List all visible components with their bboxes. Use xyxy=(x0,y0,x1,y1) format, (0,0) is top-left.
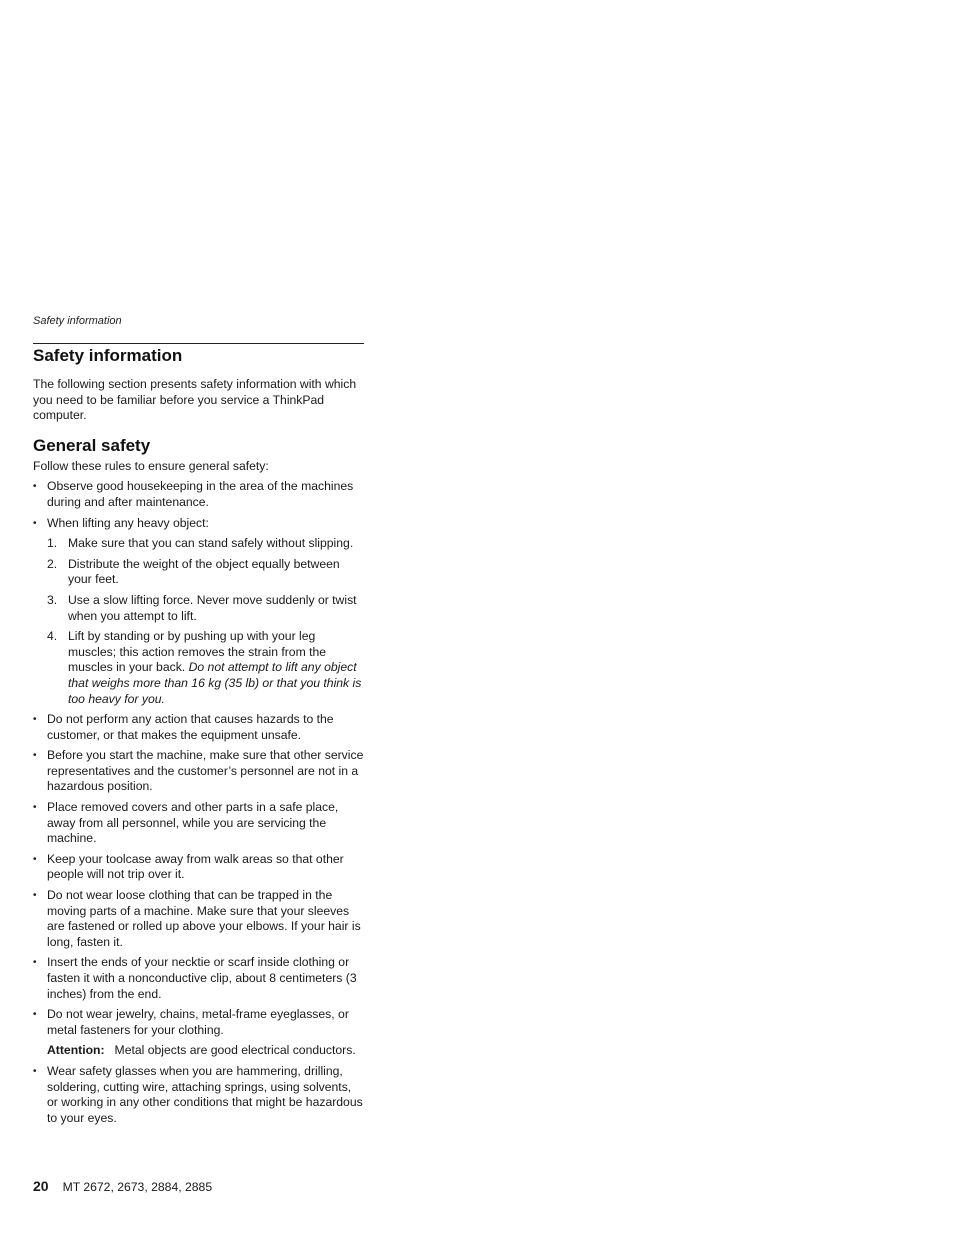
step-text: Make sure that you can stand safely without slipping. xyxy=(68,536,354,551)
step-warning-emphasis: Do not attempt to lift any object that weighs more than 16 kg (35 lb) or that you think is too heavy for you. xyxy=(68,660,362,706)
list-item xyxy=(33,516,364,708)
safety-rules-list xyxy=(33,479,364,1126)
section-title: Safety information xyxy=(33,346,183,365)
list-item xyxy=(33,888,364,950)
step-item xyxy=(47,557,364,588)
step-text: Lift by standing or by pushing up with your leg muscles; this action removes the strain from the muscles in your back. xyxy=(68,629,327,675)
lifting-steps-list xyxy=(47,536,364,707)
step-number: 3. xyxy=(47,592,58,607)
list-item xyxy=(33,955,364,1002)
list-item-text: Wear safety glasses when you are hammering, drilling, soldering, cutting wire, attaching springs, using solvents, or working in any other conditions that might be hazardous to your eyes. xyxy=(47,1063,363,1125)
list-item xyxy=(33,712,364,743)
intro-paragraph: The following section presents safety information with which you need to be familiar before you service a ThinkPad computer. xyxy=(33,377,357,423)
step-text: Distribute the weight of the object equally between your feet. xyxy=(68,556,340,587)
list-item xyxy=(33,1064,364,1126)
attention-label: Attention: xyxy=(47,1043,105,1058)
step-item xyxy=(47,593,364,624)
header-rule xyxy=(33,343,364,344)
list-item-text: Before you start the machine, make sure that other service representatives and the customer’s personnel are not in a hazardous position. xyxy=(47,748,364,794)
list-item-text: Do not wear jewelry, chains, metal-frame eyeglasses, or metal fasteners for your clothing. xyxy=(47,1007,349,1037)
step-number: 2. xyxy=(47,556,58,571)
list-item xyxy=(33,1007,364,1059)
attention-note xyxy=(47,1043,364,1059)
main-content xyxy=(33,346,364,1131)
list-item-text: Insert the ends of your necktie or scarf inside clothing or fasten it with a nonconductive clip, about 8 centimeters (3 inches) from the end. xyxy=(47,955,357,1001)
list-item xyxy=(33,800,364,847)
attention-text: Metal objects are good electrical conductors. xyxy=(114,1043,356,1058)
list-item-text: When lifting any heavy object: xyxy=(47,515,209,530)
step-text: Use a slow lifting force. Never move suddenly or twist when you attempt to lift. xyxy=(68,592,357,623)
list-item-text: Do not perform any action that causes hazards to the customer, or that makes the equipment unsafe. xyxy=(47,712,334,742)
list-item xyxy=(33,479,364,510)
list-item-text: Observe good housekeeping in the area of the machines during and after maintenance. xyxy=(47,479,354,509)
list-item xyxy=(33,748,364,795)
subsection-title: General safety xyxy=(33,435,151,455)
page-number: 20 xyxy=(33,1178,49,1194)
list-item-text: Keep your toolcase away from walk areas so that other people will not trip over it. xyxy=(47,851,344,882)
lead-paragraph: Follow these rules to ensure general safety: xyxy=(33,458,269,473)
list-item-text: Do not wear loose clothing that can be trapped in the moving parts of a machine. Make sure that your sleeves are fastened or rolled up above your elbows. If your hair is long, fasten it. xyxy=(47,888,361,949)
step-item xyxy=(47,629,364,707)
machine-types: MT 2672, 2673, 2884, 2885 xyxy=(62,1180,213,1194)
step-item xyxy=(47,536,364,552)
list-item xyxy=(33,852,364,883)
page-footer xyxy=(33,1178,212,1194)
step-number: 4. xyxy=(47,629,58,644)
list-item-text: Place removed covers and other parts in a safe place, away from all personnel, while you are servicing the machine. xyxy=(47,800,339,846)
step-number: 1. xyxy=(47,536,58,551)
running-header: Safety information xyxy=(33,315,122,327)
